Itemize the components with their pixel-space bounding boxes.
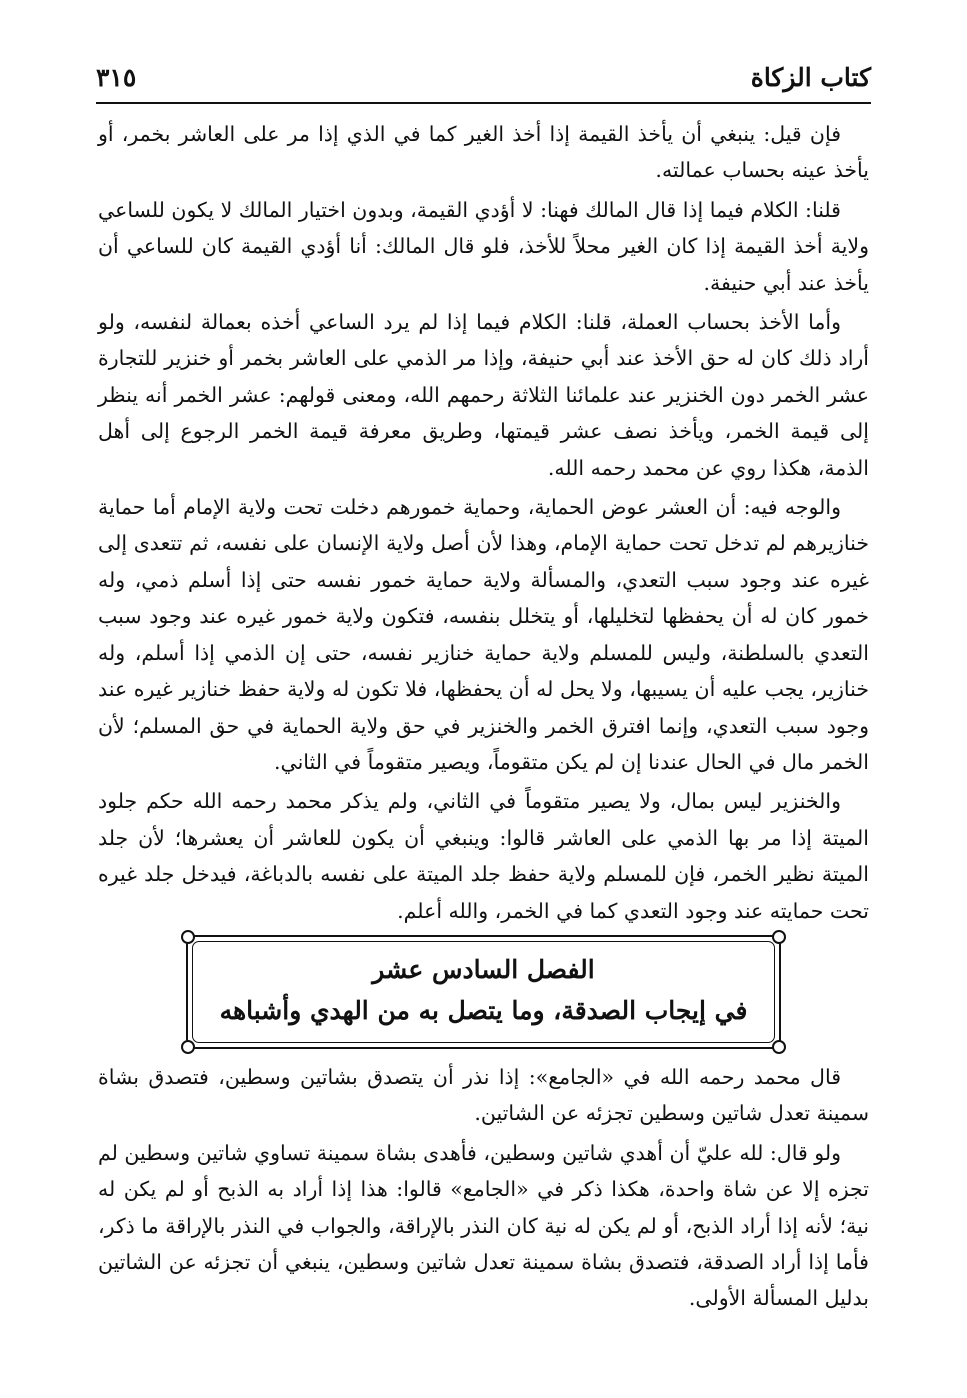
paragraph: ولو قال: لله عليّ أن أهدي شاتين وسطين، فأهدى بشاة سمينة تساوي شاتين وسطين لم تجزه إلا عن شاة واحدة، هكذا ذكر في «الجامع» قالوا: هذا إذا أراد به الذبح أو لم يكن له نية؛ لأنه إذا أراد الذبح، أو لم يكن له نية كان النذر بالإراقة، والجواب في النذر بالإراقة ما ذكر، فأما إذا أراد الصدقة، فتصدق بشاة سمينة تعدل شاتين وسطين، ينبغي أن تجزئه عن الشاتين بدليل المسألة الأولى. — [98, 1140, 869, 1311]
page-number: ٣١٥ — [96, 62, 137, 92]
paragraph: والوجه فيه: أن العشر عوض الحماية، وحماية خمورهم دخلت تحت ولاية الإمام أما حماية خنازيرهم لم تدخل تحت حماية الإمام، وهذا لأن أصل ولاية الإنسان على نفسه، ثم تتعدى إلى غيره عند وجود سبب التعدي، والمسألة ولاية حماية خمور نفسه حتى إذا أسلم ذمي، وله خمور كان له أن يحفظها لتخليلها، أو يتخلل بنفسه، فتكون ولاية خمور غيره عند وجود سبب التعدي بالسلطنة، وليس للمسلم ولاية حماية خنازير نفسه، حتى إن الذمي إذا أسلم، وله خنازير، يجب عليه أن يسيبها، ولا يحل له أن يحفظها، فلا تكون له ولاية حفظ خنازير غيره عند وجود سبب التعدي، وإنما افترق الخمر والخنزير في حق ولاية الحماية في حق المسلم؛ لأن الخمر مال في الحال عندنا إن لم يكن متقوماً، ويصير متقوماً في الثاني. — [98, 495, 869, 774]
paragraph: فإن قيل: ينبغي أن يأخذ القيمة إذا أخذ الغير كما في الذي إذا مر على العاشر بخمر، أو يأخذ عينه بحساب عمالته. — [98, 122, 869, 183]
header-divider — [96, 102, 871, 104]
paragraph: قلنا: الكلام فيما إذا قال المالك فهنا: لا أؤدي القيمة، وبدون اختيار المالك لا يكون للساعي ولاية أخذ القيمة إذا كان الغير محلاً للأخذ، فلو قال المالك: أنا أؤدي القيمة كان للساعي أن يأخذ عند أبي حنيفة. — [98, 197, 869, 295]
frame-corner-ornament — [772, 1040, 786, 1054]
frame-corner-ornament — [181, 1040, 195, 1054]
page-header — [96, 54, 871, 100]
page-body — [98, 116, 869, 1320]
paragraph: قال محمد رحمه الله في «الجامع»: إذا نذر أن يتصدق بشاتين وسطين، فتصدق بشاة سمينة تعدل شاتين وسطين تجزئه عن الشاتين. — [98, 1064, 869, 1126]
running-header-title: كتاب الزكاة — [750, 62, 871, 92]
paragraph: والخنزير ليس بمال، ولا يصير متقوماً في الثاني، ولم يذكر محمد رحمه الله حكم جلود الميتة إذا مر بها الذمي على العاشر قالوا: وينبغي أن يكون للعاشر أن يعشرها؛ لأن جلد الميتة نظير الخمر، فإن للمسلم ولاية حفظ جلد الميتة على نفسه بالدباغة، فيدخل جلد غيره تحت حمايته عند وجود التعدي كما في الخمر، والله أعلم. — [98, 789, 869, 923]
paragraph: وأما الأخذ بحساب العملة، قلنا: الكلام فيما إذا لم يرد الساعي أخذه بعمالة لنفسه، ولو أراد ذلك كان له حق الأخذ عند أبي حنيفة، وإذا مر الذمي على العاشر بخمر أو خنزير للتجارة عشر الخمر دون الخنزير عند علمائنا الثلاثة رحمهم الله، ومعنى قولهم: عشر الخمر أنه ينظر إلى قيمة الخمر، ويأخذ نصف عشر قيمتها، وطريق معرفة قيمة الخمر الرجوع إلى أهل الذمة، هكذا روي عن محمد رحمه الله. — [98, 310, 869, 480]
section-subtitle: في إيجاب الصدقة، وما يتصل به من الهدي وأشباهه — [219, 995, 748, 1025]
frame-corner-ornament — [181, 930, 195, 944]
frame-corner-ornament — [772, 930, 786, 944]
section-heading-frame — [186, 935, 781, 1049]
section-title: الفصل السادس عشر — [372, 954, 595, 984]
